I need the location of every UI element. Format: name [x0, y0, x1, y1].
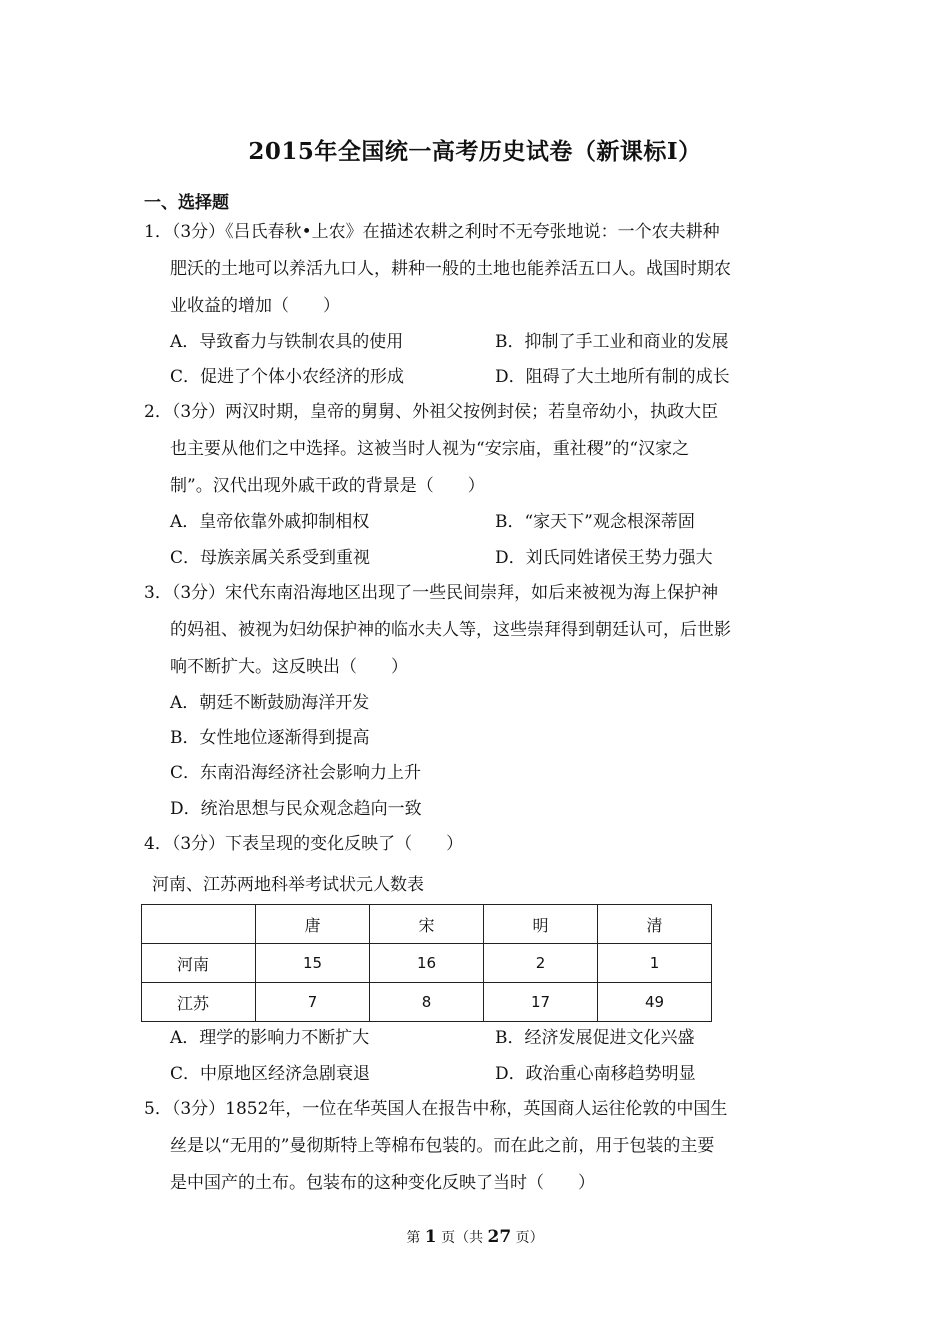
question-5-line: 是中国产的土布。包装布的这种变化反映了当时（ ）	[170, 1173, 595, 1193]
table-header-cell: 清	[598, 905, 712, 944]
q3-option-c[interactable]: C．东南沿海经济社会影响力上升	[170, 763, 422, 783]
q3-option-b[interactable]: B．女性地位逐渐得到提高	[170, 728, 370, 748]
question-1-line: 肥沃的土地可以养活九口人，耕种一般的土地也能养活五口人。战国时期农	[170, 259, 731, 279]
q3-option-a[interactable]: A．朝廷不断鼓励海洋开发	[170, 693, 370, 713]
q4-option-c[interactable]: C．中原地区经济急剧衰退	[170, 1064, 371, 1084]
page-footer	[0, 1227, 950, 1247]
table-cell: 17	[484, 983, 598, 1022]
q2-option-b[interactable]: B．“家天下”观念根深蒂固	[495, 512, 695, 532]
question-2-line: 制”。汉代出现外戚干政的背景是（ ）	[170, 476, 485, 496]
question-2	[144, 394, 814, 505]
table-row	[142, 944, 712, 983]
q4-option-d[interactable]: D．政治重心南移趋势明显	[495, 1064, 696, 1084]
table-header-cell: 宋	[370, 905, 484, 944]
footer-suffix: 页）	[515, 1230, 544, 1246]
table-row	[142, 983, 712, 1022]
q1-option-a[interactable]: A．导致畜力与铁制农具的使用	[170, 332, 404, 352]
question-1	[144, 214, 814, 325]
question-5	[144, 1091, 814, 1202]
question-3-line: 响不断扩大。这反映出（ ）	[170, 657, 408, 677]
q1-option-c[interactable]: C．促进了个体小农经济的形成	[170, 367, 405, 387]
q3-option-d[interactable]: D．统治思想与民众观念趋向一致	[170, 799, 422, 819]
table-header-row	[142, 905, 712, 944]
footer-prefix: 第	[406, 1230, 421, 1246]
q4-option-a[interactable]: A．理学的影响力不断扩大	[170, 1028, 370, 1048]
page-number: 1	[424, 1227, 437, 1247]
table-cell: 7	[256, 983, 370, 1022]
total-pages: 27	[487, 1227, 512, 1247]
table-cell: 15	[256, 944, 370, 983]
scholar-table	[141, 904, 712, 1022]
question-2-line: 2．（3分）两汉时期，皇帝的舅舅、外祖父按例封侯；若皇帝幼小，执政大臣	[144, 402, 719, 422]
table-cell: 49	[598, 983, 712, 1022]
question-3	[144, 575, 814, 686]
question-2-line: 也主要从他们之中选择。这被当时人视为“安宗庙，重社稷”的“汉家之	[170, 439, 690, 459]
question-1-line: 1．（3分）《吕氏春秋•上农》在描述农耕之利时不无夸张地说：一个农夫耕种	[144, 222, 720, 242]
question-1-line: 业收益的增加（ ）	[170, 296, 340, 316]
q2-option-d[interactable]: D．刘氏同姓诸侯王势力强大	[495, 548, 713, 568]
table-cell: 1	[598, 944, 712, 983]
q1-option-b[interactable]: B．抑制了手工业和商业的发展	[495, 332, 729, 352]
question-5-line: 5．（3分）1852年，一位在华英国人在报告中称，英国商人运往伦敦的中国生	[144, 1099, 728, 1119]
table-row-label: 河南	[142, 944, 256, 983]
table-cell: 8	[370, 983, 484, 1022]
table-row-label: 江苏	[142, 983, 256, 1022]
table-header-cell: 唐	[256, 905, 370, 944]
question-4	[144, 826, 814, 863]
q2-option-a[interactable]: A．皇帝依靠外戚抑制相权	[170, 512, 370, 532]
page-title: 2015年全国统一高考历史试卷（新课标Ⅰ）	[248, 138, 702, 165]
table-header-cell: 明	[484, 905, 598, 944]
question-5-line: 丝是以“无用的”曼彻斯特上等棉布包装的。而在此之前，用于包装的主要	[170, 1136, 715, 1156]
question-4-line: 4．（3分）下表呈现的变化反映了（ ）	[144, 834, 464, 854]
table-cell: 2	[484, 944, 598, 983]
q2-option-c[interactable]: C．母族亲属关系受到重视	[170, 548, 371, 568]
table-cell: 16	[370, 944, 484, 983]
table-caption: 河南、江苏两地科举考试状元人数表	[152, 875, 424, 895]
question-3-line: 的妈祖、被视为妇幼保护神的临水夫人等，这些崇拜得到朝廷认可，后世影	[170, 620, 731, 640]
table-header-cell	[142, 905, 256, 944]
footer-mid: 页（共	[441, 1230, 484, 1246]
q4-option-b[interactable]: B．经济发展促进文化兴盛	[495, 1028, 695, 1048]
q1-option-d[interactable]: D．阻碍了大土地所有制的成长	[495, 367, 730, 387]
section-heading: 一、选择题	[144, 193, 229, 213]
question-3-line: 3．（3分）宋代东南沿海地区出现了一些民间崇拜，如后来被视为海上保护神	[144, 583, 719, 603]
